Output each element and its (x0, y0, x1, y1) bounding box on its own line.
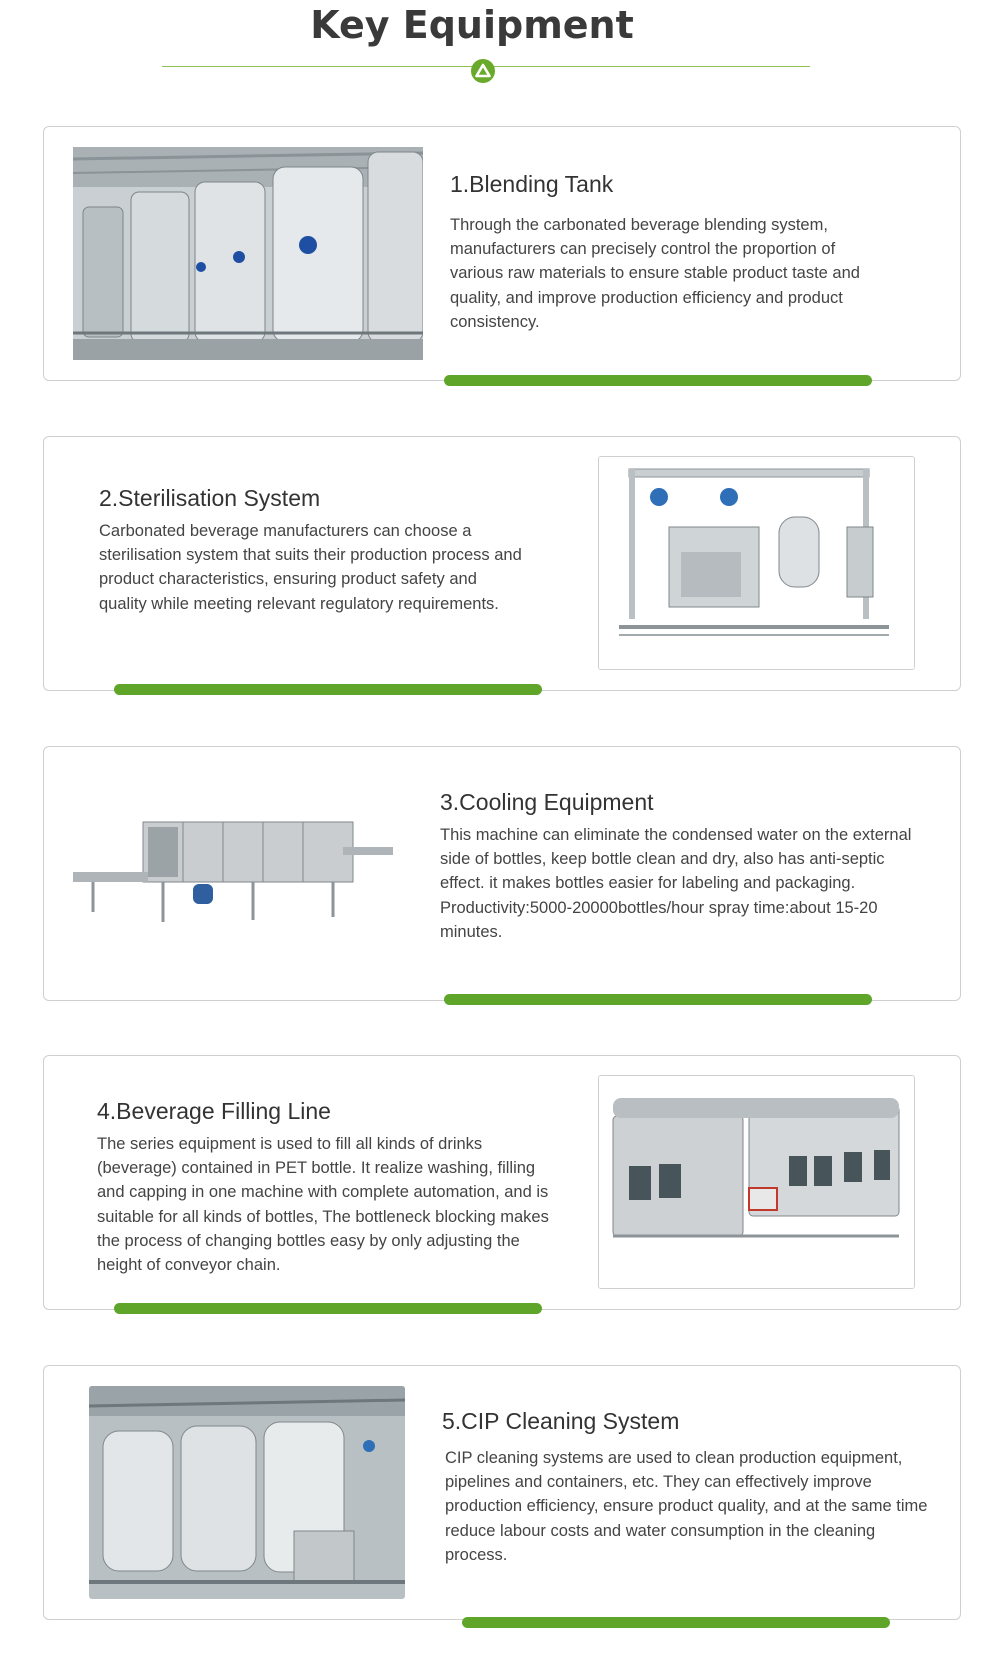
card-title: 5.CIP Cleaning System (442, 1408, 680, 1434)
cip-cleaning-system-image (89, 1386, 405, 1599)
blending-tank-image (73, 147, 423, 360)
sterilisation-system-image (598, 456, 915, 670)
card-accent-bar (462, 1617, 890, 1628)
card-title: 1.Blending Tank (450, 171, 614, 197)
card-description: This machine can eliminate the condensed water on the external side of bottles, keep bottle clean and dry, also has anti-septic effect. it makes bottles easier for labeling and packaging. Productivity:5000-20000bottles/hour spray time:about 15-20 minutes. (440, 826, 912, 941)
equipment-card-sterilisation-system (43, 436, 961, 691)
equipment-card-cooling-equipment (43, 746, 961, 1001)
cooling-equipment-image (73, 802, 398, 937)
card-accent-bar (444, 994, 872, 1005)
card-accent-bar (444, 375, 872, 386)
card-accent-bar (114, 684, 542, 695)
equipment-card-beverage-filling-line (43, 1055, 961, 1310)
card-description: The series equipment is used to fill all kinds of drinks (beverage) contained in PET bottle. It realize washing, filling and capping in one machine with complete automation, and is suitable for all kinds of bottles, The bottleneck blocking makes the process of changing bottles easy by only adjusting the height of conveyor chain. (97, 1135, 549, 1275)
card-title: 2.Sterilisation System (99, 485, 321, 511)
page-title: Key Equipment (310, 3, 634, 47)
equipment-card-cip-cleaning-system (43, 1365, 961, 1620)
card-description: Carbonated beverage manufacturers can choose a sterilisation system that suits their production process and product characteristics, ensuring product safety and quality while meeting relevant regulatory requirements. (99, 522, 522, 613)
card-description: Through the carbonated beverage blending system, manufacturers can precisely control the proportion of various raw materials to ensure stable product taste and quality, and improve production efficiency and product consistency. (450, 216, 860, 331)
card-accent-bar (114, 1303, 542, 1314)
card-title: 4.Beverage Filling Line (97, 1098, 331, 1124)
equipment-card-blending-tank (43, 126, 961, 381)
card-title: 3.Cooling Equipment (440, 789, 654, 815)
triangle-up-icon (471, 59, 495, 83)
beverage-filling-line-image (598, 1075, 915, 1289)
card-description: CIP cleaning systems are used to clean production equipment, pipelines and containers, etc. They can effectively improve production efficiency, ensure product quality, and at the same time reduce labour costs and water consumption in the cleaning process. (445, 1449, 928, 1564)
